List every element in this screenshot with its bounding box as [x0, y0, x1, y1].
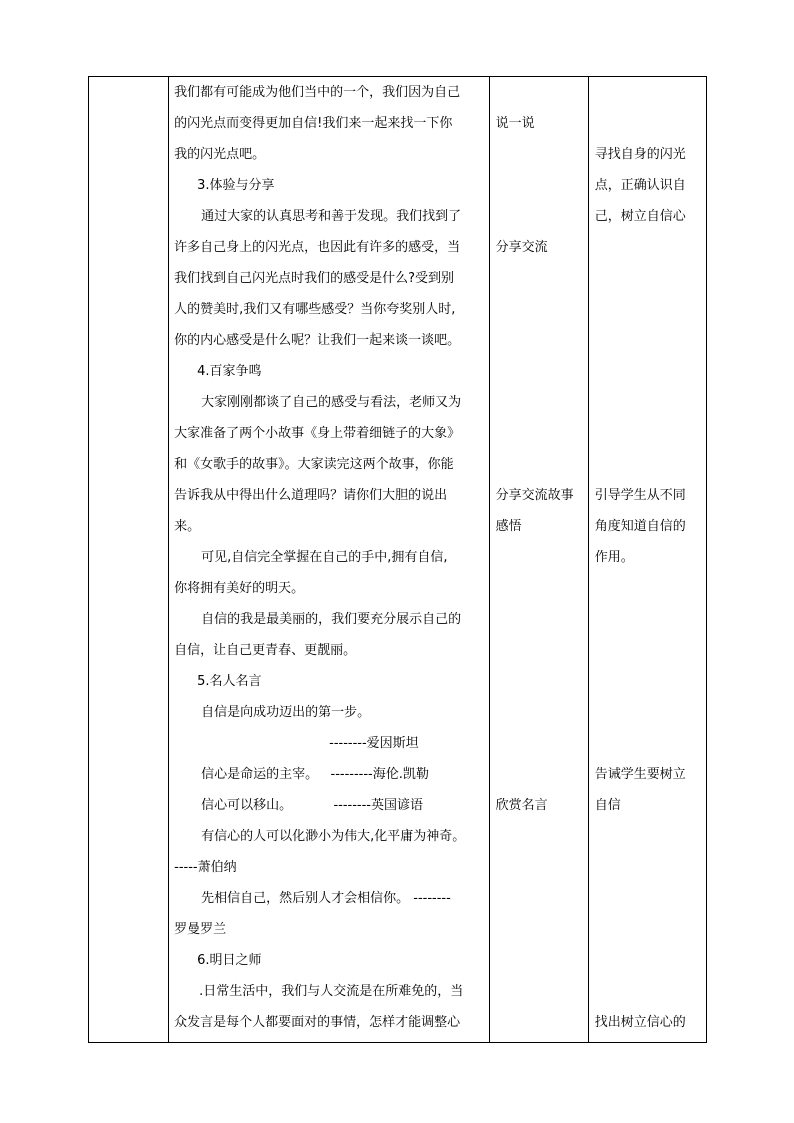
intent-line: 点，正确认识自: [594, 178, 686, 193]
content-line: 我们都有可能成为他们当中的一个，我们因为自己: [174, 85, 461, 100]
content-line: 自信的我是最美丽的，我们要充分展示自己的: [201, 612, 462, 627]
content-line: 来。: [174, 519, 201, 534]
content-line: 可见,自信完全掌握在自己的手中,拥有自信,: [201, 550, 448, 565]
content-line: 许多自己身上的闪光点，也因此有许多的感受，当: [174, 240, 461, 255]
quote-line: 有信心的人可以化渺小为伟大,化平庸为神奇。: [201, 829, 466, 844]
content-line: 通过大家的认真思考和善于发现。我们找到了: [201, 209, 462, 224]
design-intent-cell: [588, 77, 706, 1043]
content-line: 大家刚刚都谈了自己的感受与看法，老师又为: [201, 395, 462, 410]
content-line: 大家准备了两个小故事《身上带着细链子的大象》: [174, 426, 461, 441]
content-line: 告诉我从中得出什么道理吗？请你们大胆的说出: [174, 488, 448, 503]
lesson-plan-table: [88, 76, 707, 1043]
intent-line: 自信: [594, 798, 621, 813]
content-line: .日常生活中，我们与人交流是在所难免的，当: [199, 984, 464, 999]
quote-author: -----萧伯纳: [174, 860, 237, 875]
content-line: 你将拥有美好的明天。: [174, 581, 305, 596]
content-line: 和《女歌手的故事》。大家读完这两个故事，你能: [174, 457, 454, 472]
quote-line: 信心是命运的主宰。 ---------海伦.凯勒: [201, 767, 429, 782]
activity-line: 感悟: [495, 519, 522, 534]
activity-line: 分享交流: [495, 240, 548, 255]
section-heading: 3.体验与分享: [197, 178, 275, 193]
table-row: [89, 77, 707, 1043]
intent-line: 告诫学生要树立: [594, 767, 686, 782]
section-heading: 5.名人名言: [197, 674, 262, 689]
content-line: 的闪光点而变得更加自信!我们来一起来找一下你: [174, 116, 453, 131]
activity-line: 说一说: [495, 116, 535, 131]
intent-line: 作用。: [594, 550, 634, 565]
activity-line: 欣赏名言: [495, 798, 548, 813]
intent-line: 寻找自身的闪光: [594, 147, 686, 162]
content-line: 我们找到自己闪光点时我们的感受是什么?受到别: [174, 271, 455, 286]
quote-author: 罗曼罗兰: [174, 922, 227, 937]
content-line: 众发言是每个人都要面对的事情，怎样才能调整心: [174, 1015, 461, 1030]
quote-line: 信心可以移山。 --------英国谚语: [201, 798, 423, 813]
student-activity-cell: [489, 77, 588, 1043]
section-heading: 6.明日之师: [197, 953, 262, 968]
activity-line: 分享交流故事: [495, 488, 574, 503]
content-line: 你的内心感受是什么呢？让我们一起来谈一谈吧。: [174, 333, 461, 348]
empty-cell: [89, 77, 169, 1043]
content-line: 人的赞美时,我们又有哪些感受？当你夸奖别人时,: [174, 302, 456, 317]
section-heading: 4.百家争鸣: [197, 364, 262, 379]
quote-author: --------爱因斯坦: [329, 736, 419, 751]
content-line: 自信，让自己更青春、更靓丽。: [174, 643, 357, 658]
intent-line: 引导学生从不同: [594, 488, 686, 503]
intent-line: 己，树立自信心: [594, 209, 686, 224]
content-line: 我的闪光点吧。: [174, 147, 266, 162]
teaching-content-cell: [169, 77, 490, 1043]
quote-line: 自信是向成功迈出的第一步。: [201, 705, 371, 720]
intent-line: 角度知道自信的: [594, 519, 686, 534]
intent-line: 找出树立信心的: [594, 1015, 686, 1030]
quote-line: 先相信自己，然后别人才会相信你。 --------: [201, 891, 451, 906]
